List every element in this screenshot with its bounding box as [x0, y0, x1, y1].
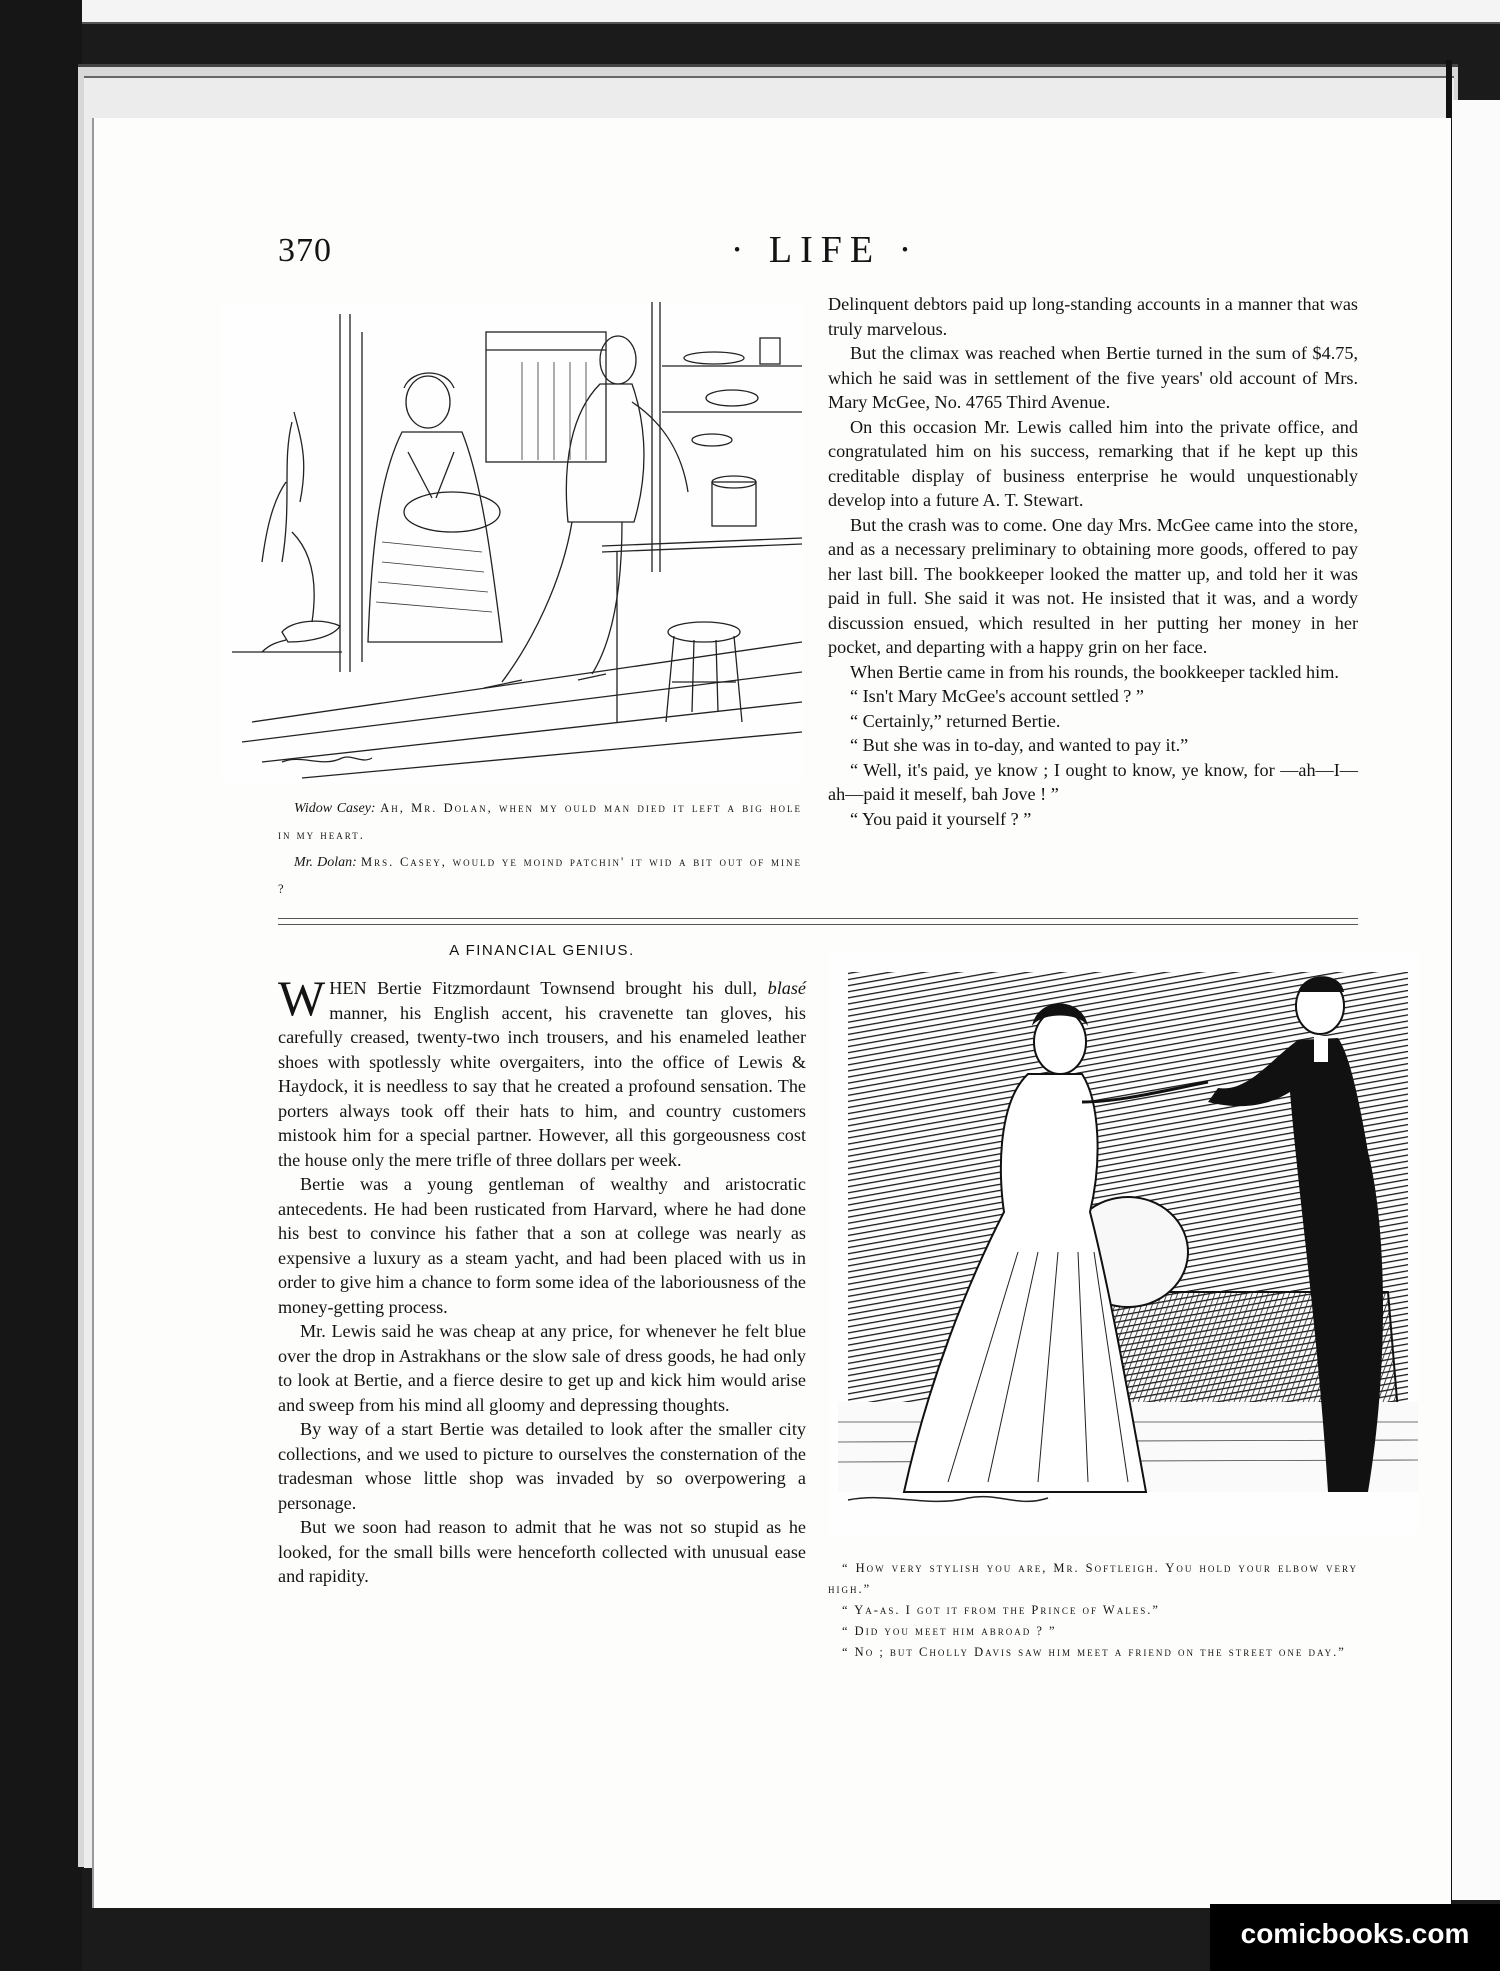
article-paragraph: But the crash was to come. One day Mrs. McGee came into the store, and as a necessary preliminary to obtaining more goods, offered to pay her last bill. The bookkeeper looked the matter up, and told her it was paid in full. She said it was not. He insisted that it was, and a wordy discussion ensued, which resulted in her putting her money in her pocket, and departing with a happy grin on her face. — [828, 514, 1358, 657]
caption-line: “ No ; but Cholly Davis saw him meet a friend on the street one day.” — [842, 1645, 1346, 1659]
parlor-drawing — [828, 952, 1418, 1534]
caption-line: Mrs. Casey, would ye moind patchin' it wid a bit out of mine ? — [278, 855, 802, 896]
drop-cap: W — [278, 970, 326, 1026]
page-number: 370 — [278, 232, 332, 269]
article-paragraph: But we soon had reason to admit that he was not so stupid as he looked, for the small bills were henceforth collected with unusual ease and rapidity. — [278, 1517, 806, 1586]
article-paragraph: By way of a start Bertie was detailed to look after the smaller city collections, and we used to picture to ourselves the consternation of the tradesman whose little shop was invaded by so overpowering a personage. — [278, 1419, 806, 1513]
article-paragraph: Mr. Lewis said he was cheap at any price, for whenever he felt blue over the drop in Astrakhans or the slow sale of dress goods, he had only to look at Bertie, and a fierce desire to get up and kick him would arise and sweep from his mind all gloomy and depressing thoughts. — [278, 1321, 806, 1415]
paragraph-italic: blasé — [767, 978, 806, 998]
section-divider — [278, 918, 1358, 925]
article-paragraph: On this occasion Mr. Lewis called him into the private office, and congratulated him on his success, remarking that if he kept up this creditable display of business enterprise he would unquestionably develop into a future A. T. Stewart. — [828, 416, 1358, 510]
article-paragraph: Bertie was a young gentleman of wealthy and aristocratic antecedents. He had been rusticated from Harvard, where he had done his best to convince his father that a son at college was nearly as expensive a luxury as a steam yacht, and had been placed with us in order to give him a chance to form some idea of the laboriousness of the money-getting process. — [278, 1174, 806, 1317]
article-paragraph: “ Certainly,” returned Bertie. — [850, 710, 1061, 731]
site-watermark: comicbooks.com — [1210, 1904, 1500, 1971]
caption-speaker: Mr. Dolan: — [294, 855, 357, 870]
article-paragraph: When Bertie came in from his rounds, the bookkeeper tackled him. — [850, 661, 1339, 682]
caption-line: Ah, Mr. Dolan, when my ould man died it left a big hole in my heart. — [278, 801, 803, 842]
paragraph-text: HEN Bertie Fitzmordaunt Townsend brought his dull, — [329, 978, 768, 998]
article-paragraph: Delinquent debtors paid up long-standing accounts in a manner that was truly marvelous. — [828, 294, 1358, 339]
article-paragraph: “ Isn't Mary McGee's account settled ? ” — [850, 686, 1144, 706]
facing-page-edge — [1452, 100, 1500, 1900]
article-continuation-column — [828, 292, 1358, 831]
article-paragraph: “ Well, it's paid, ye know ; I ought to know, ye know, for —ah—I—ah—paid it meself, bah Jove ! ” — [828, 759, 1358, 804]
cartoon-kitchen-illustration — [222, 302, 802, 782]
caption-speaker: Widow Casey: — [294, 801, 376, 816]
caption-line: “ Did you meet him abroad ? ” — [842, 1624, 1057, 1638]
cartoon-parlor-illustration — [828, 952, 1418, 1534]
article-paragraph: But the climax was reached when Bertie turned in the sum of $4.75, which he said was in settlement of the five years' old account of Mrs. Mary McGee, No. 4765 Third Avenue. — [828, 343, 1358, 412]
article-paragraph: “ But she was in to-day, and wanted to pay it.” — [850, 735, 1189, 755]
article-main-column — [278, 970, 806, 1589]
bottom-cartoon-caption — [828, 1558, 1358, 1663]
kitchen-drawing — [222, 302, 802, 782]
article-paragraph — [278, 970, 806, 1172]
scan-left-margin — [0, 0, 82, 1971]
masthead-title: · LIFE · — [730, 229, 920, 271]
scan-top-edge — [0, 0, 1500, 24]
caption-line: “ Ya-as. I got it from the Prince of Wales.” — [842, 1603, 1160, 1617]
caption-line: “ How very stylish you are, Mr. Softleigh. You hold your elbow very high.” — [828, 1561, 1358, 1596]
article-title: A FINANCIAL GENIUS. — [449, 942, 635, 959]
paragraph-text: manner, his English accent, his cravenette tan gloves, his carefully creased, twenty-two inch trousers, and his enameled leather shoes with spotlessly white overgaiters, into the office of Lewis & Haydock, it is needless to say that he created a profound sensation. The porters always took off their hats to him, and country customers mistook him for a special partner. However, all this gorgeousness cost the house only the mere trifle of three dollars per week. — [278, 1002, 806, 1170]
article-paragraph: “ You paid it yourself ? ” — [850, 808, 1032, 829]
top-cartoon-caption — [278, 795, 802, 903]
